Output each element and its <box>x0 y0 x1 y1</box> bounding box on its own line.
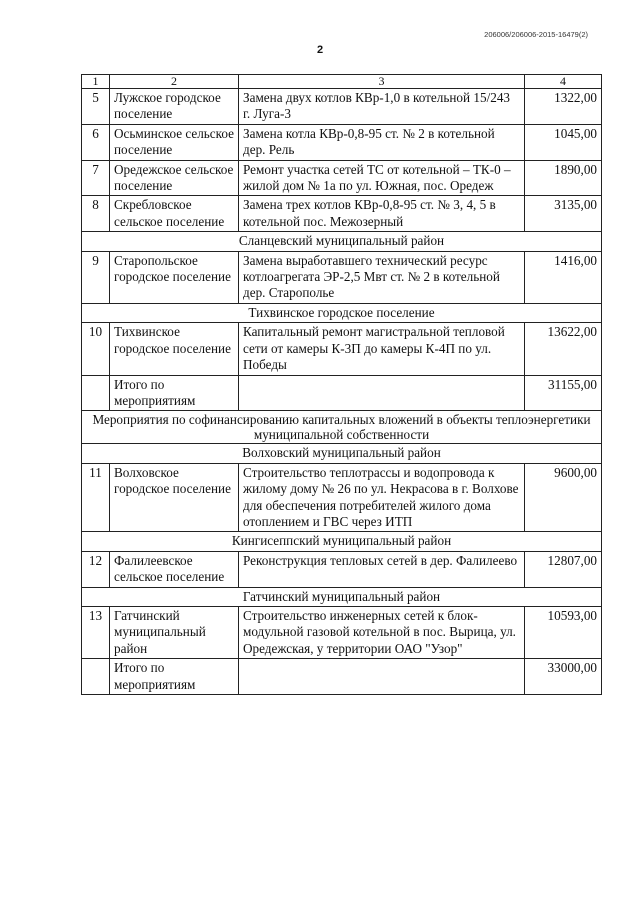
measures-table <box>81 74 602 695</box>
row-amount: 1416,00 <box>525 251 602 303</box>
row-municipality: Фалилеевское сельское поселение <box>110 551 239 587</box>
row-number: 5 <box>82 89 110 125</box>
row-municipality: Осьминское сельское поселение <box>110 124 239 160</box>
total-label: Итого по мероприятиям <box>110 375 239 411</box>
row-amount: 1890,00 <box>525 160 602 196</box>
section-heading-row <box>82 303 602 322</box>
section-heading: Гатчинский муниципальный район <box>82 587 602 606</box>
section-heading-row <box>82 232 602 251</box>
table-row <box>82 89 602 125</box>
total-row <box>82 375 602 411</box>
row-municipality: Лужское городское поселение <box>110 89 239 125</box>
row-number: 8 <box>82 196 110 232</box>
row-description: Реконструкция тепловых сетей в дер. Фалилеево <box>239 551 525 587</box>
row-description: Замена выработавшего технический ресурс котлоагрегата ЭР-2,5 Мвт ст. № 2 в котельной дер. Старополье <box>239 251 525 303</box>
section-heading-row <box>82 444 602 463</box>
table-row <box>82 124 602 160</box>
total-amount: 31155,00 <box>525 375 602 411</box>
total-amount: 33000,00 <box>525 659 602 695</box>
document-id: 206006/206006-2015-16479(2) <box>484 30 588 39</box>
row-municipality: Оредежское сельское поселение <box>110 160 239 196</box>
table-row <box>82 606 602 658</box>
section-heading: Волховский муниципальный район <box>82 444 602 463</box>
row-amount: 1322,00 <box>525 89 602 125</box>
row-description: Замена трех котлов КВр-0,8-95 ст. № 3, 4, 5 в котельной пос. Межозерный <box>239 196 525 232</box>
row-amount: 10593,00 <box>525 606 602 658</box>
row-number: 7 <box>82 160 110 196</box>
row-number: 12 <box>82 551 110 587</box>
section-heading: Мероприятия по софинансированию капитальных вложений в объекты теплоэнергетики муниципальной собственности <box>82 411 602 444</box>
row-amount: 13622,00 <box>525 323 602 375</box>
row-municipality: Старопольское городское поселение <box>110 251 239 303</box>
row-number: 10 <box>82 323 110 375</box>
section-heading-row <box>82 587 602 606</box>
row-description: Замена котла КВр-0,8-95 ст. № 2 в котельной дер. Рель <box>239 124 525 160</box>
table-row <box>82 160 602 196</box>
row-description: Замена двух котлов КВр-1,0 в котельной 15/243 г. Луга-3 <box>239 89 525 125</box>
total-number-cell <box>82 375 110 411</box>
section-heading-row <box>82 532 602 551</box>
row-amount: 9600,00 <box>525 463 602 532</box>
row-amount: 12807,00 <box>525 551 602 587</box>
section-heading-row <box>82 411 602 444</box>
table-row <box>82 551 602 587</box>
header-col-1: 1 <box>82 75 110 89</box>
total-description-cell <box>239 659 525 695</box>
header-col-3: 3 <box>239 75 525 89</box>
row-municipality: Волховское городское поселение <box>110 463 239 532</box>
row-number: 11 <box>82 463 110 532</box>
row-description: Строительство инженерных сетей к блок-модульной газовой котельной в пос. Вырица, ул. Оредежская, у территории ОАО "Узор" <box>239 606 525 658</box>
table-row <box>82 463 602 532</box>
table-header-row <box>82 75 602 89</box>
section-heading: Тихвинское городское поселение <box>82 303 602 322</box>
total-row <box>82 659 602 695</box>
row-amount: 1045,00 <box>525 124 602 160</box>
row-description: Ремонт участка сетей ТС от котельной – ТК-0 – жилой дом № 1а по ул. Южная, пос. Оредеж <box>239 160 525 196</box>
table-row <box>82 251 602 303</box>
row-municipality: Гатчинский муниципальный район <box>110 606 239 658</box>
section-heading: Сланцевский муниципальный район <box>82 232 602 251</box>
table-row <box>82 323 602 375</box>
row-number: 9 <box>82 251 110 303</box>
row-number: 13 <box>82 606 110 658</box>
row-municipality: Скребловское сельское поселение <box>110 196 239 232</box>
row-description: Строительство теплотрассы и водопровода к жилому дому № 26 по ул. Некрасова в г. Волхове для обеспечения потребителей жилого дома отоплением и ГВС через ИТП <box>239 463 525 532</box>
total-description-cell <box>239 375 525 411</box>
row-amount: 3135,00 <box>525 196 602 232</box>
row-description: Капитальный ремонт магистральной тепловой сети от камеры К-3П до камеры К-4П по ул. Победы <box>239 323 525 375</box>
table-row <box>82 196 602 232</box>
header-col-2: 2 <box>110 75 239 89</box>
total-label: Итого по мероприятиям <box>110 659 239 695</box>
header-col-4: 4 <box>525 75 602 89</box>
row-number: 6 <box>82 124 110 160</box>
page-number: 2 <box>316 44 324 56</box>
total-number-cell <box>82 659 110 695</box>
row-municipality: Тихвинское городское поселение <box>110 323 239 375</box>
section-heading: Кингисеппский муниципальный район <box>82 532 602 551</box>
